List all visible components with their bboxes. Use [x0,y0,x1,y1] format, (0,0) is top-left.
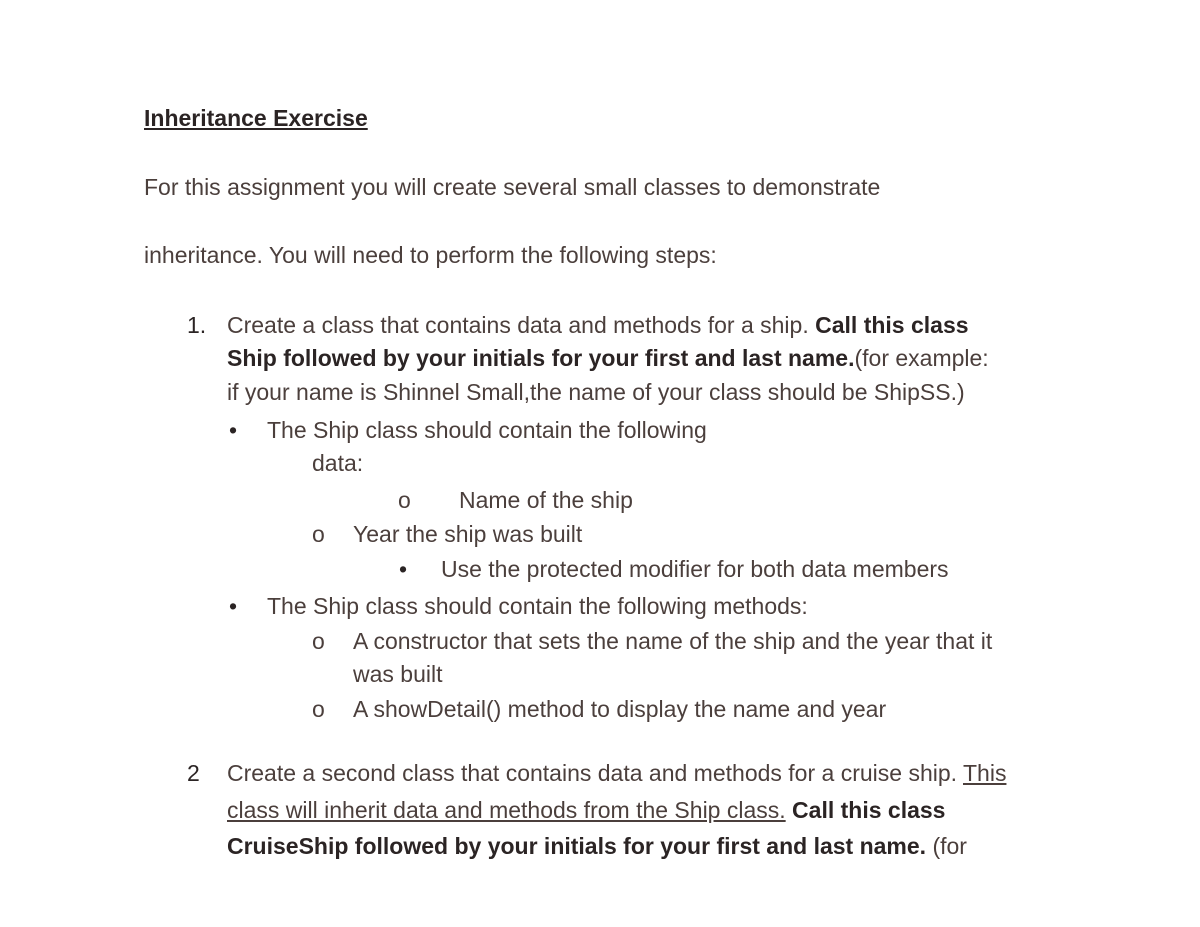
step-2-line-3 [227,835,967,858]
step-1-line-2 [227,347,989,370]
sub-3-line-1: A constructor that sets the name of the ship and the year that it [353,628,993,654]
step-2-number: 2 [187,760,200,786]
step-2-line-2-bold: Call this class [785,797,946,823]
bullet-2-text: The Ship class should contain the following methods: [267,593,808,619]
sub-sub-marker: • [399,556,408,582]
step-2-line-3-text: (for [926,833,967,859]
sub-2-marker: o [312,521,325,547]
step-1-line-2-text: (for example: [854,345,989,371]
sub-1-text: Name of the ship [459,487,633,513]
intro-line-2: inheritance. You will need to perform the following steps: [144,242,717,268]
document-title: Inheritance Exercise [144,105,368,131]
step-1-line-1-text: Create a class that contains data and methods for a ship. [227,312,816,338]
sub-4-text: A showDetail() method to display the name and year [353,696,887,722]
intro-line-1: For this assignment you will create several small classes to demonstrate [144,174,881,200]
step-2-line-1 [227,762,1006,785]
sub-4-marker: o [312,696,325,722]
step-1-line-1 [227,314,969,337]
step-1-line-2-bold: Ship followed by your initials for your first and last name. [227,345,855,371]
sub-sub-text: Use the protected modifier for both data members [441,556,949,582]
step-2-line-1-underline: This [963,760,1007,786]
step-2-line-3-bold: CruiseShip followed by your initials for your first and last name. [227,833,927,859]
step-1-line-3: if your name is Shinnel Small,the name of your class should be ShipSS.) [227,379,965,405]
sub-2-text: Year the ship was built [353,521,583,547]
step-2-line-2-underline: class will inherit data and methods from the Ship class. [227,797,786,823]
step-2-line-2 [227,799,945,822]
step-1-number: 1. [187,312,207,338]
bullet-1-line-1: The Ship class should contain the following [267,417,707,443]
sub-1-marker: o [398,487,411,513]
sub-3-line-2: was built [353,661,443,687]
sub-3-marker: o [312,628,325,654]
step-1-line-1-bold: Call this class [815,312,969,338]
bullet-1-marker: • [229,417,238,443]
step-2-line-1-text: Create a second class that contains data and methods for a cruise ship. [227,760,963,786]
bullet-1-line-2: data: [312,450,364,476]
bullet-2-marker: • [229,593,238,619]
